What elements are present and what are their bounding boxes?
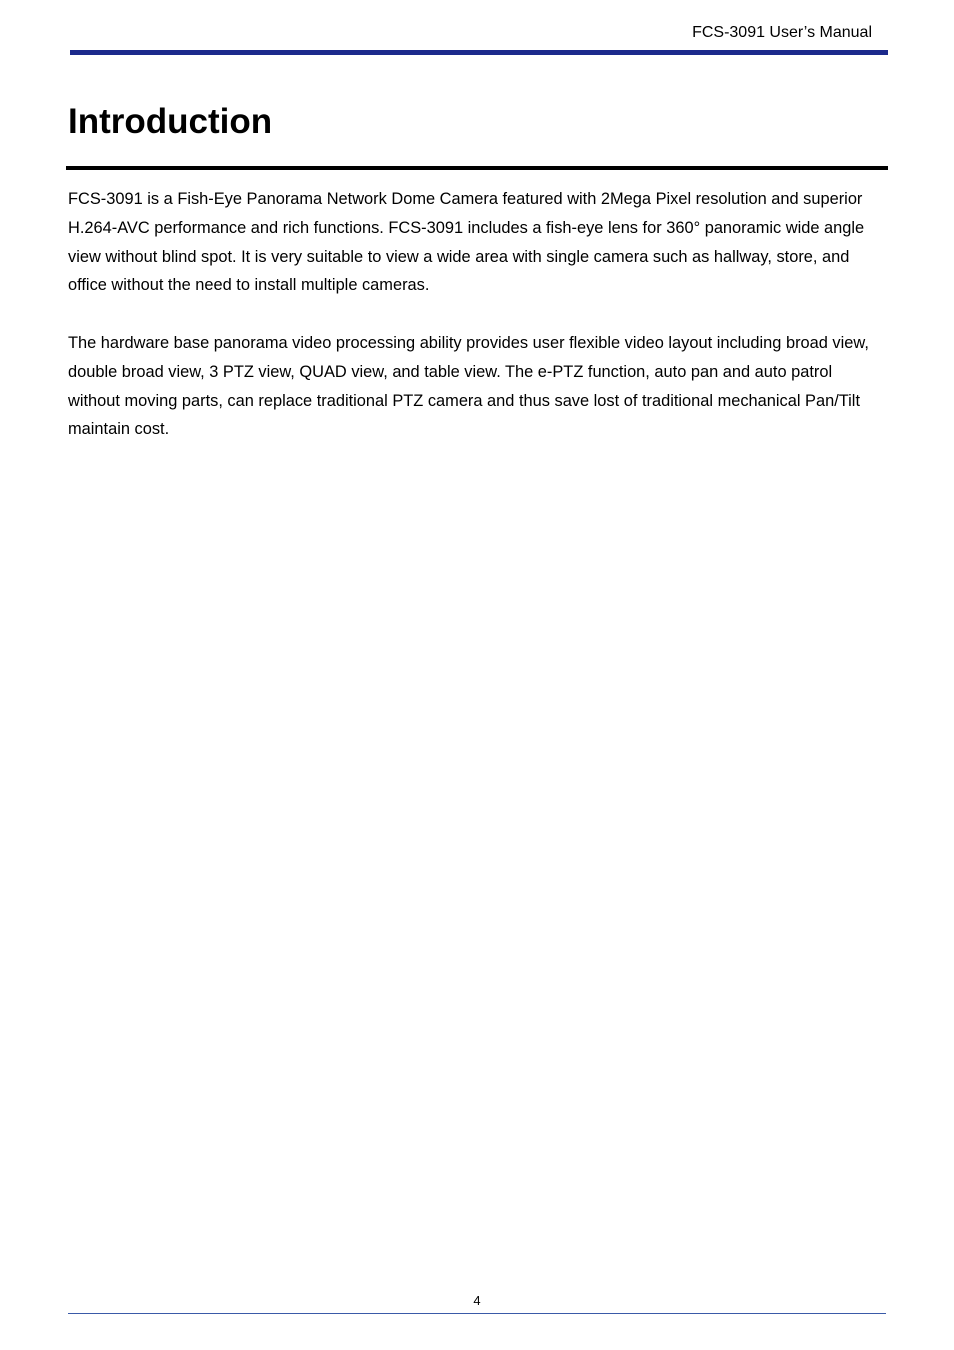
paragraph-features: The hardware base panorama video processing ability provides user flexible video layout including broad view, double broad view, 3 PTZ view, QUAD view, and table view. The e-PTZ function, auto pan and auto patrol without moving parts, can replace traditional PTZ camera and thus save lost of traditional mechanical Pan/Tilt maintain cost. [68,334,869,439]
footer-rule [68,1313,886,1314]
title-rule [66,166,888,170]
header-rule [70,50,888,55]
page-number: 4 [473,1293,481,1308]
page-title: Introduction [68,102,273,141]
header-manual-title: FCS-3091 User’s Manual [692,24,872,41]
paragraph-overview: FCS-3091 is a Fish-Eye Panorama Network Dome Camera featured with 2Mega Pixel resolution and superior H.264-AVC performance and rich functions. FCS-3091 includes a fish-eye lens for 360° panoramic wide angle view without blind spot. It is very suitable to view a wide area with single camera such as hallway, store, and office without the need to install multiple cameras. [68,190,865,295]
